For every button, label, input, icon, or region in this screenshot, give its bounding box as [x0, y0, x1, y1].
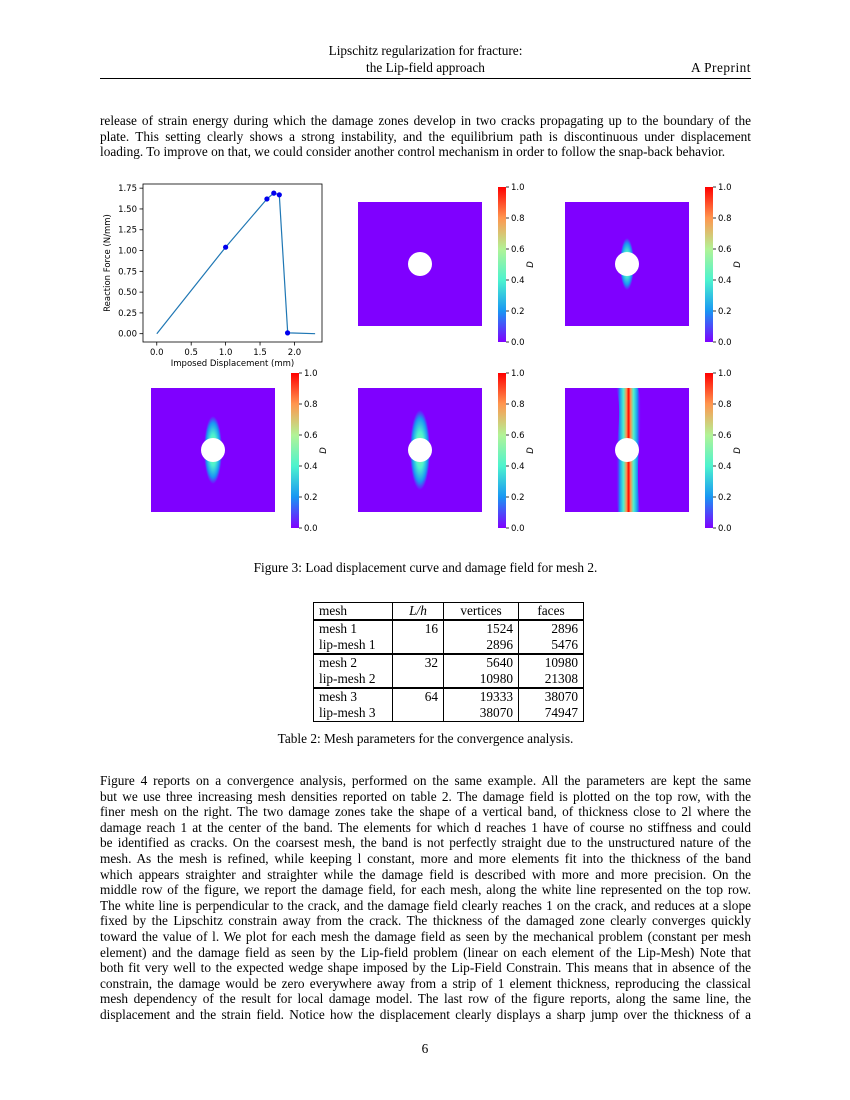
colorbar-tick-label: 1.0 — [718, 369, 732, 379]
text-line: middle row of the figure, we report the damage field, for each mesh, along the white line represented on the top row. — [100, 882, 751, 898]
text-line: finer mesh on the right. The two damage zones take the shape of a vertical band, of thickness close to 2l where the — [100, 804, 751, 820]
table-row — [314, 654, 584, 671]
colorbar-tick-label: 0.4 — [511, 462, 525, 472]
table-cell: mesh 2 — [314, 654, 393, 671]
text-line: displacement and the strain field. Notice how the displacement clearly displays a sharp jump over the thickness of a — [100, 1006, 751, 1022]
colorbar-tick-label: 0.6 — [511, 431, 525, 441]
data-point — [285, 330, 290, 335]
running-title — [100, 42, 751, 76]
colorbar-label: D — [733, 447, 743, 454]
table-cell: lip-mesh 2 — [314, 671, 393, 688]
colorbar-tick-label: 0.8 — [511, 214, 525, 224]
table-header-cell: L/h — [393, 603, 444, 621]
text-line: but we use three increasing mesh densities reported on table 2. The damage field is plotted on the top row, with the — [100, 788, 751, 804]
damage-field-panel — [358, 369, 536, 534]
data-point — [277, 192, 282, 197]
y-axis-label: Reaction Force (N/mm) — [103, 214, 113, 312]
colorbar-tick-label: 0.2 — [718, 493, 732, 503]
table-cell: 38070 — [444, 705, 519, 722]
colorbar-tick-label: 1.0 — [511, 369, 525, 379]
colorbar — [705, 187, 713, 342]
text-line: be identified as cracks. On the coarsest mesh, the band is not perfectly straight due to the unstructured nature of the — [100, 835, 751, 851]
table-header-cell: faces — [519, 603, 584, 621]
hole — [615, 438, 639, 462]
colorbar — [291, 373, 299, 528]
colorbar-label: D — [526, 447, 536, 454]
colorbar-label: D — [319, 447, 329, 454]
y-tick-label: 0.25 — [118, 308, 137, 319]
data-point — [264, 196, 269, 201]
table-cell: 64 — [393, 688, 444, 705]
intro-paragraph — [100, 113, 751, 160]
table-row — [314, 705, 584, 722]
damage-field-panel — [565, 369, 743, 534]
damage-field-panel — [151, 369, 329, 534]
x-axis-label: Imposed Displacement (mm) — [170, 359, 295, 369]
colorbar-tick-label: 0.0 — [304, 524, 318, 534]
y-tick-label: 1.25 — [118, 225, 137, 236]
colorbar — [705, 373, 713, 528]
colorbar-tick-label: 1.0 — [511, 183, 525, 193]
y-tick-label: 1.75 — [118, 184, 137, 195]
colorbar-tick-label: 0.2 — [511, 307, 525, 317]
table-cell: 74947 — [519, 705, 584, 722]
x-tick-label: 1.0 — [218, 348, 233, 358]
y-tick-label: 0.00 — [118, 329, 137, 340]
table-cell — [393, 705, 444, 722]
text-line: release of strain energy during which the damage zones develop in two cracks propagating up to the boundary of the — [100, 113, 751, 128]
text-line: both fit very well to the expected wedge shape imposed by the Lip-Field Constrain. This means that in absence of the — [100, 960, 751, 976]
table-cell: 16 — [393, 620, 444, 637]
colorbar-tick-label: 0.0 — [718, 524, 732, 534]
load-displacement-chart — [103, 184, 322, 369]
colorbar-tick-label: 0.2 — [511, 493, 525, 503]
table-cell: 1524 — [444, 620, 519, 637]
colorbar-tick-label: 0.8 — [304, 400, 318, 410]
x-tick-label: 0.5 — [184, 348, 198, 358]
y-tick-label: 1.00 — [118, 246, 137, 257]
table-cell: 19333 — [444, 688, 519, 705]
figure-caption: Figure 3: Load displacement curve and damage field for mesh 2. — [253, 560, 598, 575]
body-paragraph — [100, 773, 751, 1023]
text-line: element) and the damage field as seen by the Lip-field problem (linear on each element of the Lip-Mesh) Note that — [100, 944, 751, 960]
table-cell: 5476 — [519, 637, 584, 654]
running-header — [100, 42, 751, 78]
y-tick-label: 0.50 — [118, 288, 137, 299]
text-line: loading. To improve on that, we could consider another control mechanism in order to follow the snap-back behavior. — [100, 144, 726, 160]
text-line: which appears straighter and straighter while the damage field is described with more and more precision. On the — [100, 866, 751, 882]
table-cell: lip-mesh 1 — [314, 637, 393, 654]
table-cell: 2896 — [444, 637, 519, 654]
table-cell: lip-mesh 3 — [314, 705, 393, 722]
figure-3 — [0, 180, 850, 540]
table-header-row — [314, 603, 584, 621]
text-line: The white line is perpendicular to the crack, and the damage field clearly reaches 1 on the crack, and reduces at a slope — [100, 897, 751, 913]
mesh-table — [313, 602, 584, 722]
colorbar-tick-label: 0.2 — [304, 493, 318, 503]
text-line: damage reach 1 at the center of the band. The elements for which d reaches 1 have of course no stiffness and could — [100, 819, 751, 835]
colorbar-tick-label: 0.4 — [718, 462, 732, 472]
table-cell: 2896 — [519, 620, 584, 637]
colorbar-tick-label: 0.8 — [718, 214, 732, 224]
preprint-label: A Preprint — [690, 60, 751, 75]
table-cell: 5640 — [444, 654, 519, 671]
text-line: constrain, the damage would be zero everywhere away from a strip of 1 element thickness, reproducing the classical — [100, 975, 751, 991]
hole — [615, 252, 639, 276]
chart-frame — [143, 184, 322, 342]
x-tick-label: 0.0 — [150, 348, 164, 358]
table-header-cell: vertices — [444, 603, 519, 621]
data-point — [223, 245, 228, 250]
hole — [408, 438, 432, 462]
colorbar-tick-label: 0.0 — [511, 338, 525, 348]
table-cell: 38070 — [519, 688, 584, 705]
table-cell — [393, 671, 444, 688]
colorbar-tick-label: 1.0 — [718, 183, 732, 193]
table-row — [314, 637, 584, 654]
colorbar-tick-label: 0.0 — [511, 524, 525, 534]
text-line: toward the value of l. We plot for each mesh the damage field as seen by the mechanical problem (constant per mesh — [100, 928, 751, 944]
colorbar-label: D — [733, 261, 743, 268]
y-tick-label: 1.50 — [118, 204, 137, 215]
x-tick-label: 1.5 — [253, 348, 267, 358]
table-cell — [393, 637, 444, 654]
damage-field-panel — [358, 183, 536, 348]
colorbar-tick-label: 0.8 — [511, 400, 525, 410]
hole — [201, 438, 225, 462]
text-line: Figure 4 reports on a convergence analysis, performed on the same example. All the parameters are kept the same — [100, 773, 751, 788]
hole — [408, 252, 432, 276]
table-cell: 21308 — [519, 671, 584, 688]
colorbar — [498, 373, 506, 528]
running-title-line2: the Lip-field approach — [366, 60, 485, 75]
table-cell: 32 — [393, 654, 444, 671]
colorbar-tick-label: 0.6 — [718, 431, 732, 441]
colorbar-tick-label: 0.4 — [718, 276, 732, 286]
table-cell: mesh 3 — [314, 688, 393, 705]
table-row — [314, 671, 584, 688]
colorbar-tick-label: 0.2 — [718, 307, 732, 317]
table-caption: Table 2: Mesh parameters for the convergence analysis. — [277, 731, 574, 746]
colorbar-tick-label: 0.8 — [718, 400, 732, 410]
text-line: plate. This setting clearly shows a strong instability, and the equilibrium path is discontinuous under displacement — [100, 128, 751, 144]
table-cell: 10980 — [444, 671, 519, 688]
table-cell: 10980 — [519, 654, 584, 671]
table-cell: mesh 1 — [314, 620, 393, 637]
text-line: mesh. As the mesh is refined, while keeping l constant, more and more elements fit into the thickness of the band — [100, 850, 751, 866]
table-header-cell: mesh — [314, 603, 393, 621]
running-title-line1: Lipschitz regularization for fracture: — [328, 43, 523, 58]
colorbar — [498, 187, 506, 342]
colorbar-tick-label: 0.4 — [511, 276, 525, 286]
colorbar-tick-label: 0.0 — [718, 338, 732, 348]
text-line: mesh dependency of the result for local damage model. The last row of the figure reports, along the same line, the — [100, 991, 751, 1007]
text-line: fixed by the Lipschitz constrain away from the crack. The thickness of the damaged zone clearly converges quickly — [100, 913, 751, 929]
colorbar-tick-label: 0.6 — [511, 245, 525, 255]
colorbar-label: D — [526, 261, 536, 268]
header-rule — [100, 78, 751, 79]
x-tick-label: 2.0 — [287, 348, 302, 358]
colorbar-tick-label: 1.0 — [304, 369, 318, 379]
data-point — [271, 191, 276, 196]
y-tick-label: 0.75 — [118, 267, 137, 278]
damage-field-panel — [565, 183, 743, 348]
table-row — [314, 620, 584, 637]
table-row — [314, 688, 584, 705]
colorbar-tick-label: 0.6 — [718, 245, 732, 255]
page-number: 6 — [421, 1041, 429, 1056]
colorbar-tick-label: 0.6 — [304, 431, 318, 441]
colorbar-tick-label: 0.4 — [304, 462, 318, 472]
